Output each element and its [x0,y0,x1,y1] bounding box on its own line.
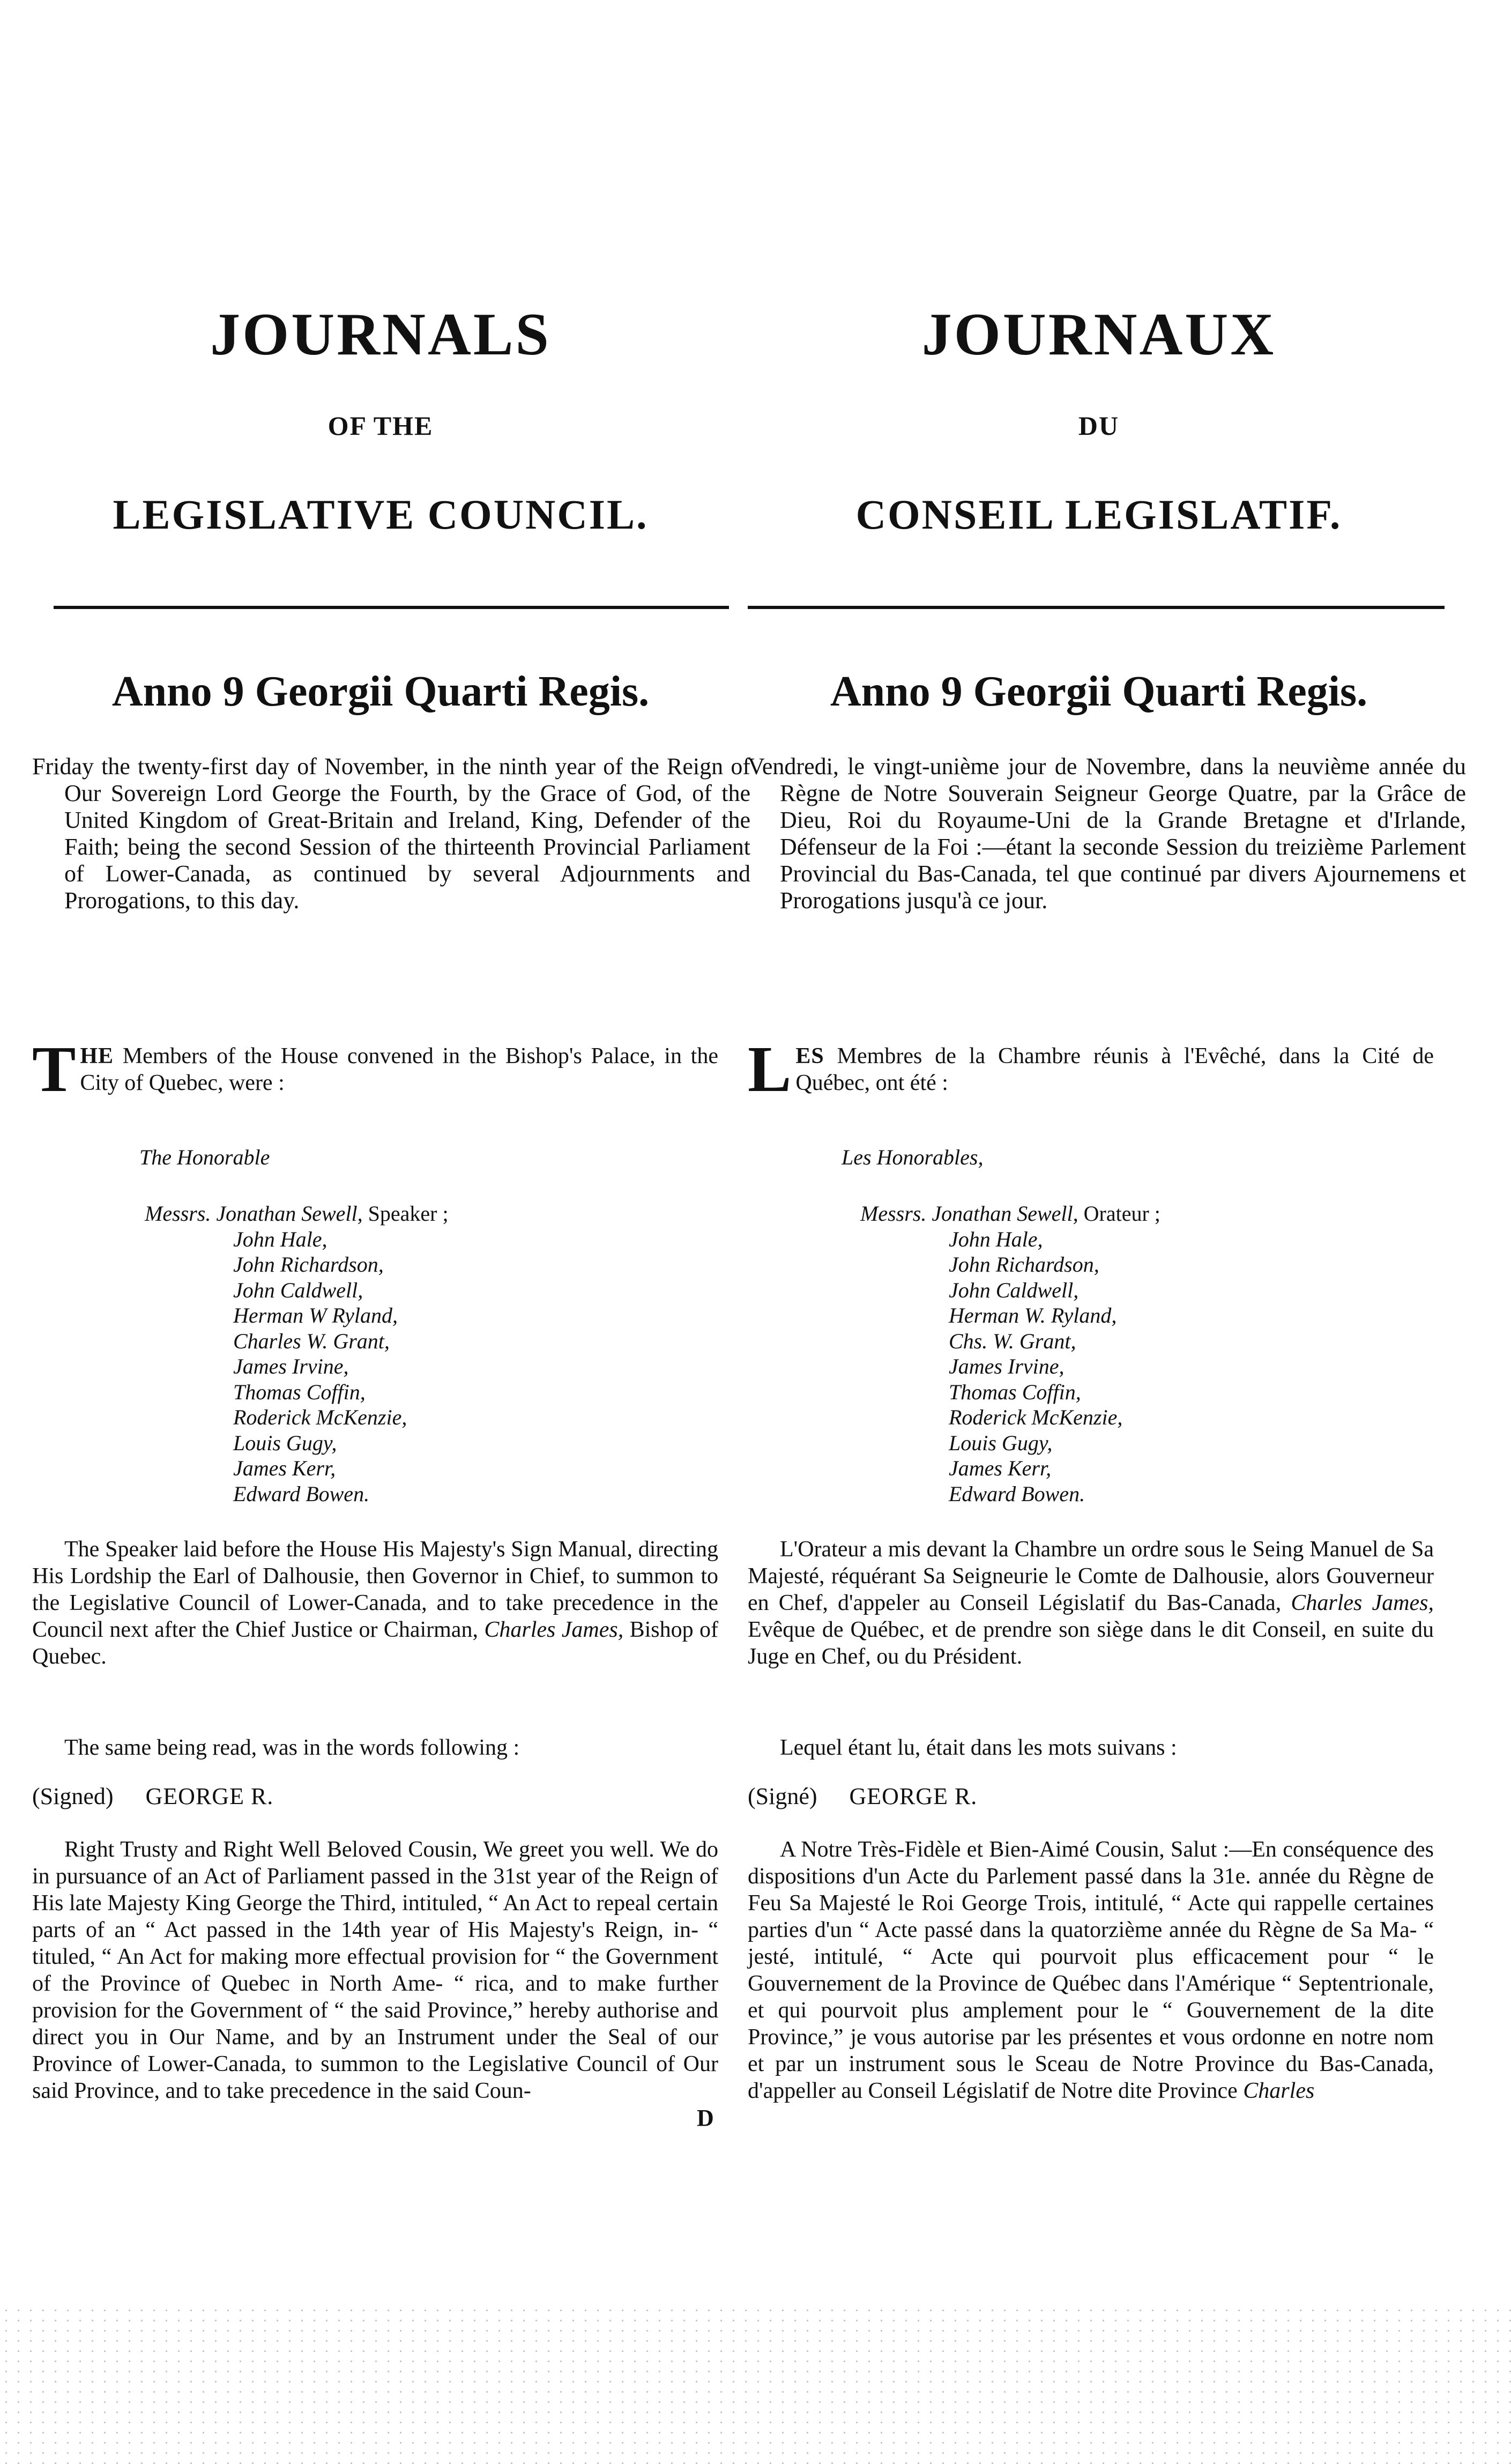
speaker-role: Speaker ; [368,1201,449,1226]
session-preamble: Vendredi, le vingt-unième jour de Novembre, dans la neuvième année du Règne de Notre Souverain Seigneur George Quatre, par la Grâce de Dieu, Roi du Royaume-Uni de la Grande Bretagne et d'Irlande, Défenseur de la Foi :—étant la seconde Session du treizième Parlement Provincial du Bas-Canada, tel que continué par divers Ajournemens et Prorogations jusqu'à ce jour. [748,753,1466,914]
member-name: Herman W Ryland, [233,1303,398,1327]
paper-grain [0,2305,1511,2464]
messrs-label: Messrs. [145,1201,211,1226]
regnal-year-heading: Anno 9 Georgii Quarti Regis. [830,668,1368,715]
opening-caps: HE [80,1044,114,1068]
paragraph-text: The Speaker laid before the House His Majesty's Sign Manual, directing His Lordship the Earl of Dalhousie, then Governor in Chief, to summon to the Legislative Council of Lower-Canada, and to take precedence in the Council next after the Chief Justice or Chairman, [32,1537,718,1642]
member-name: Louis Gugy, [233,1430,337,1455]
speaker-line [145,1201,449,1227]
king-signature: GEORGE R. [849,1783,978,1809]
journal-title: JOURNALS [210,301,551,368]
member-name: John Hale, [233,1227,327,1251]
opening-caps: ES [795,1044,824,1068]
header-rule [54,606,729,609]
member-name: Roderick McKenzie, [233,1405,407,1429]
member-name: John Caldwell, [233,1278,363,1302]
member-name: James Kerr, [949,1456,1052,1480]
opening-text: Membres de la Chambre réunis à l'Evêché, dans la Cité de Québec, ont été : [795,1044,1434,1095]
signature-line [748,1783,977,1810]
sign-manual-paragraph [748,1536,1434,1670]
session-preamble: Friday the twenty-first day of November, in the ninth year of the Reign of Our Sovereign Lord George the Fourth, by the Grace of God, of the United Kingdom of Great-Britain and Ireland, King, Defender of the Faith; being the second Session of the thirteenth Provincial Parliament of Lower-Canada, as continued by several Adjournments and Prorogations, to this day. [32,753,750,914]
journal-title: JOURNAUX [921,301,1276,368]
drop-cap: L [748,1033,792,1105]
paragraph-text: Bishop of Quebec. [32,1617,718,1669]
drop-cap: T [32,1033,76,1105]
member-name: Roderick McKenzie, [949,1405,1123,1429]
opening-text: Members of the House convened in the Bishop's Palace, in the City of Quebec, were : [80,1044,718,1095]
member-name: John Hale, [949,1227,1043,1251]
member-name: Edward Bowen. [949,1481,1085,1506]
member-name: James Kerr, [233,1456,336,1480]
member-name: Edward Bowen. [233,1481,370,1506]
member-name: James Irvine, [949,1354,1065,1378]
signature-line [32,1783,273,1810]
council-title: LEGISLATIVE COUNCIL. [113,491,649,538]
signed-label: (Signed) [32,1783,114,1809]
member-name: John Richardson, [233,1252,384,1276]
regnal-year-heading: Anno 9 Georgii Quarti Regis. [111,668,650,715]
reading-paragraph: Lequel étant lu, était dans les mots suivans : [780,1735,1177,1760]
speaker-name: Jonathan Sewell, [216,1201,363,1226]
honorable-heading: Les Honorables, [842,1145,984,1169]
royal-letter-paragraph: Right Trusty and Right Well Beloved Cousin, We greet you well. We do in pursuance of an Act of Parliament passed in the 31st year of the Reign of His late Majesty King George the Third, intituled, “ An Act to repeal certain parts of an “ Act passed in the 14th year of His Majesty's Reign, in- “ tituled, “ An Act for making more effectual provision for “ the Government of the Province of Quebec in North Ame- “ rica, and to make further provision for the Government of “ the said Province,” hereby authorise and direct you in Our Name, and by an Instrument under the Seal of our Province of Lower-Canada, to summon to the Legislative Council of Our said Province, and to take precedence in the said Coun- [32,1837,718,2103]
printer-signature-mark: D [697,2105,714,2131]
opening-paragraph [748,1033,1434,1105]
member-name: Chs. W. Grant, [949,1329,1076,1353]
paragraph-text: Evêque de Québec, et de prendre son siège dans le dit Conseil, en suite du Juge en Chef, ou du Président. [748,1617,1434,1669]
member-name: Thomas Coffin, [233,1379,366,1404]
speaker-line [860,1201,1160,1227]
king-signature: GEORGE R. [145,1783,274,1809]
opening-paragraph [32,1033,718,1105]
paragraph-text: A Notre Très-Fidèle et Bien-Aimé Cousin, Salut :—En conséquence des dispositions d'un Acte du Parlement passé dans la 31e. année du Règne de Feu Sa Majesté le Roi George Trois, intitulé, “ Acte qui rappelle certaines parties d'un “ Acte passé dans la quatorzième année du Règne de Sa Ma- “ jesté, intitulé, “ Acte qui pourvoit plus efficacement pour “ le Gouvernement de la Province de Québec dans l'Amérique “ Septentrionale, et qui pourvoit plus amplement pour le “ Gouvernement de la dite Province,” je vous autorise par les présentes et vous ordonne en notre nom et par un instrument sous le Sceau de Notre Province du Bas-Canada, d'appeller au Conseil Législatif de Notre dite Province [748,1837,1434,2103]
member-name: Louis Gugy, [949,1430,1053,1455]
journal-subtitle: OF THE [327,411,434,441]
member-name: Thomas Coffin, [949,1379,1081,1404]
member-list [145,1201,449,1506]
royal-letter-paragraph [748,1836,1434,2104]
paragraph-text: L'Orateur a mis devant la Chambre un ordre sous le Seing Manuel de Sa Majesté, réquérant Sa Seigneurie le Comte de Dalhousie, alors Gouverneur en Chef, d'appeler au Conseil Législatif du Bas-Canada, [748,1537,1434,1615]
speaker-name: Jonathan Sewell, [932,1201,1078,1226]
signed-label: (Signé) [748,1783,817,1809]
reading-paragraph: The same being read, was in the words following : [64,1735,520,1760]
header-rule [748,606,1445,609]
honorable-heading: The Honorable [139,1145,270,1169]
member-name: John Richardson, [949,1252,1099,1276]
member-name: Herman W. Ryland, [949,1303,1117,1327]
bishop-name: Charles James, [1291,1591,1434,1615]
member-name: James Irvine, [233,1354,349,1378]
member-name: Charles W. Grant, [233,1329,390,1353]
member-name: John Caldwell, [949,1278,1079,1302]
messrs-label: Messrs. [860,1201,927,1226]
continuation-name: Charles [1243,2079,1315,2103]
speaker-role: Orateur ; [1083,1201,1160,1226]
journal-subtitle: DU [1078,411,1120,441]
sign-manual-paragraph [32,1536,718,1670]
bishop-name: Charles James, [484,1617,624,1642]
member-list [860,1201,1160,1506]
council-title: CONSEIL LEGISLATIF. [855,491,1342,538]
